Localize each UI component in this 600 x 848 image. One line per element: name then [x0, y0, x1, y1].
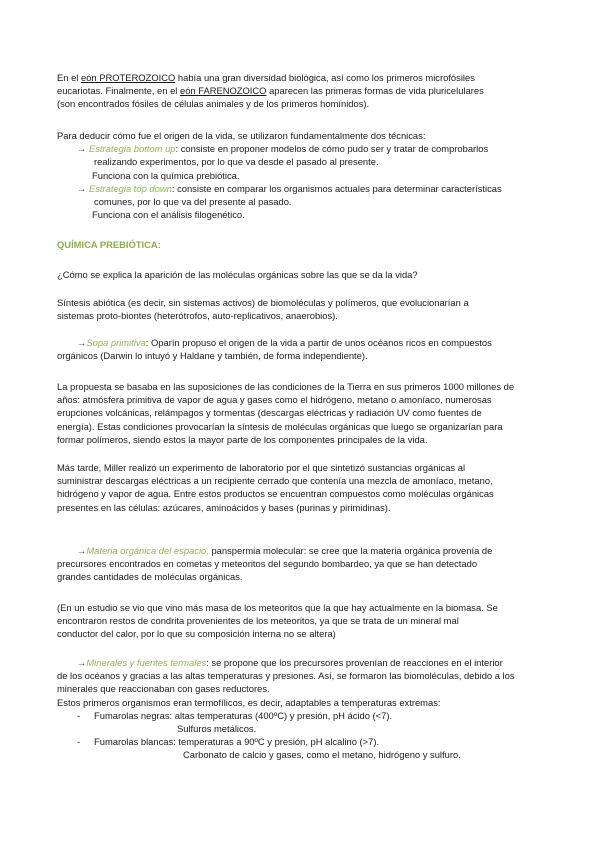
paragraph-estudio — [57, 601, 547, 641]
eon-farenozoico: eón FARENOZOICO — [179, 85, 267, 97]
theory-minerales: Minerales y fuentes termales — [86, 657, 207, 668]
theory-sopa-primitiva: Sopa primitiva — [86, 337, 146, 348]
text: Funciona con la química prebiótica. — [92, 169, 240, 181]
text: Para deducir cómo fue el origen de la vida, se utilizaron fundamentalmente dos técnicas: — [57, 130, 426, 141]
text: realizando experimentos, por lo que va desde el pasado al presente. — [94, 156, 379, 168]
text: años: atmósfera primitiva de vapor de agua y gases como el hidrógeno, metano o amoníaco, numerosas — [57, 394, 492, 406]
text: Estos primeros organismos eran termofílicos, es decir, adaptables a temperaturas extremas: — [57, 696, 441, 708]
paragraph-techniques — [57, 129, 547, 221]
text: había una gran diversidad biológica, así como los primeros microfósiles — [175, 72, 475, 83]
arrow-icon: → — [77, 143, 87, 155]
text: Síntesis abiótica (es decir, sin sistemas activos) de biomoléculas y polímeros, que evolucionarían a — [57, 297, 469, 308]
paragraph-materia — [57, 544, 547, 584]
bullet: - — [77, 709, 81, 721]
paragraph-synthesis — [57, 296, 547, 322]
eon-proterozoico: eón PROTEROZOICO — [80, 72, 176, 83]
text: conductor del calor, por lo que su composición interna no se altera) — [57, 628, 336, 640]
question: ¿Cómo se explica la aparición de las moléculas orgánicas sobre las que se da la vida? — [57, 269, 418, 280]
text: aparecen las primeras formas de vida pluricelulares — [266, 85, 484, 97]
paragraph-minerales — [57, 656, 547, 762]
arrow-icon: → — [77, 545, 87, 556]
paragraph-miller — [57, 461, 547, 514]
technique-bottom-up: Estrategia bottom up — [88, 143, 176, 155]
text: : Oparín propuso el origen de la vida a partir de unos océanos ricos en compuestos — [145, 337, 492, 348]
text: : consiste en proponer modelos de cómo pudo ser y tratar de comprobarlos — [175, 143, 489, 155]
text: grandes cantidades de moléculas orgánicas. — [57, 571, 243, 583]
text: erupciones volcánicas, relámpagos y tormentas (descargas eléctricas y radiación UV como fuentes de — [57, 407, 482, 419]
paragraph-eons — [57, 71, 547, 111]
paragraph-sopa — [57, 336, 547, 362]
list-item-sub: Carbonato de calcio y gases, como el metano, hidrógeno y sulfuro. — [183, 749, 461, 761]
text: La propuesta se basaba en las suposiciones de las condiciones de la Tierra en sus primeros 1000 millones de — [57, 381, 515, 392]
arrow-icon: → — [77, 182, 87, 194]
bullet: - — [77, 736, 81, 748]
text: presentes en las células: azúcares, aminoácidos y bases (purinas y pirimidinas). — [57, 501, 391, 513]
list-item-sub: Sulfuros metálicos. — [177, 723, 257, 735]
arrow-icon: → — [77, 657, 87, 668]
text: (son encontrados fósiles de células animales y de los primeros homínidos). — [57, 98, 370, 110]
section-heading: QUÍMICA PREBIÓTICA: — [57, 239, 161, 250]
text: minerales que reaccionaban con gases reductores. — [57, 683, 270, 695]
list-item: Fumarolas blancas: temperaturas a 90ºC y presión, pH alcalino (>7). — [94, 736, 380, 748]
text: comunes, por lo que va del presente al pasado. — [94, 196, 292, 208]
text: panspermia molecular: se cree que la materia orgánica provenía de — [208, 545, 493, 556]
text: energía). Estas condiciones provocarían la síntesis de moléculas orgánicas que luego se organizarían para — [57, 420, 503, 432]
technique-top-down: Estrategia top down — [88, 182, 172, 194]
text: precursores encontrados en cometas y meteoritos del segundo bombardeo, ya que se han detectado — [57, 558, 478, 570]
text: Funciona con el análisis filogenético. — [92, 209, 245, 221]
text: de los océanos y gracias a las altas temperaturas y presiones. Así, se formaron las biomoléculas, debido a los — [57, 670, 515, 682]
list-item: Fumarolas negras: altas temperaturas (400ºC) y presión, pH ácido (<7). — [94, 709, 393, 721]
text: Más tarde, Miller realizó un experimento de laboratorio por el que sintetizó sustancias orgánicas al — [57, 462, 466, 473]
theory-materia-organica: Materia orgánica del espacio, — [86, 545, 209, 556]
text: eucariotas. Finalmente, en el — [57, 85, 180, 97]
text: (En un estudio se vio que vino más masa de los meteoritos que la que hay actualmente en la biomasa. Se — [57, 602, 498, 613]
text: formar polímeros, siendo estos la mayor parte de los componentes principales de la vida. — [57, 433, 428, 445]
text: suministrar descargas eléctricas a un recipiente cerrado que contenía una mezcla de amoníaco, metano, — [57, 475, 493, 487]
arrow-icon: → — [77, 337, 87, 348]
text: sistemas proto-biontes (heterótrofos, auto-replicativos, anaerobios). — [57, 310, 338, 322]
text: : consiste en comparar los organismos actuales para determinar características — [171, 182, 502, 194]
text: encontraron restos de condrita provenientes de los meteoritos, ya que se trata de un mineral mal — [57, 615, 459, 627]
text: hidrógeno y vapor de agua. Entre estos productos se encuentran compuestos como moléculas orgánicas — [57, 488, 494, 500]
text: : se propone que los precursores provenían de reacciones en el interior — [206, 657, 503, 668]
text: En el — [57, 72, 81, 83]
paragraph-propuesta — [57, 380, 547, 446]
text: orgánicos (Darwin lo intuyó y Haldane y también, de forma independiente). — [57, 350, 368, 362]
